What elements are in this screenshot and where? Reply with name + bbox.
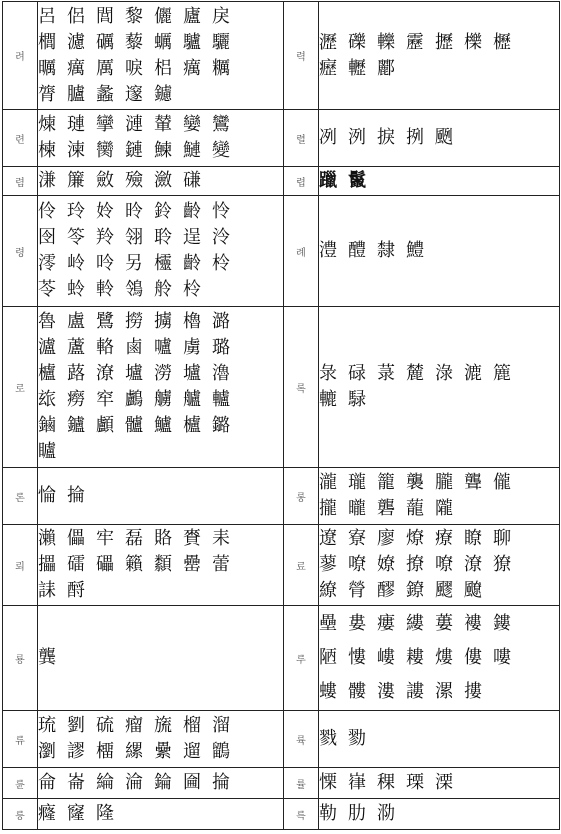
hanja-cell (319, 2, 560, 110)
hanja-line: 玈癆窂鸕艣艫轤 (38, 389, 241, 410)
hanja-cell (38, 468, 284, 525)
hanja-line: 膂臚蠡邃鑢 (38, 83, 183, 105)
hanja-line: 攂礌礧籟纇罍蕾 (38, 554, 241, 575)
hanja-cell (319, 167, 560, 196)
hanja-cell (319, 110, 560, 167)
hanja-line: 彔碌菉麓淥漉簏 (319, 363, 522, 384)
hanja-cell (38, 167, 284, 196)
reading-label: 릉 (3, 799, 38, 830)
reading-label: 롱 (284, 468, 319, 525)
hanja-cell (319, 525, 560, 606)
hanja-line: 澧醴隸鱧 (319, 240, 435, 261)
hanja-line: 琉劉硫瘤旒榴溜 (38, 715, 241, 736)
hanja-cell (38, 110, 284, 167)
hanja-line: 侖崙綸淪錀圇掄 (38, 772, 241, 793)
hanja-line: 慄嵂稞瑮溧 (319, 772, 464, 793)
hanja-line: 瀝礫轢靂攊櫟櫪 (319, 31, 522, 53)
reading-label: 뢰 (3, 525, 38, 606)
hanja-cell (38, 606, 284, 711)
hanja-line: 瀧瓏籠襲朧聾儱 (319, 472, 522, 493)
hanja-line: 囹笭羚翎聆逞泠 (38, 227, 241, 248)
hanja-reading-table (2, 1, 560, 830)
table-row (3, 468, 560, 525)
hanja-line: 攏曨礱蘢隴 (319, 498, 464, 519)
hanja-line: 龔 (38, 647, 67, 668)
reading-label: 록 (284, 307, 319, 468)
hanja-cell (38, 525, 284, 606)
hanja-cell (38, 768, 284, 799)
hanja-line: 癧轣酈 (319, 57, 406, 79)
table-row (3, 196, 560, 307)
hanja-line: 澪岭呤另欞齡柃 (38, 253, 241, 274)
table-row (3, 110, 560, 167)
hanja-line: 溓簾斂殮瀲磏 (38, 170, 212, 191)
hanja-cell (38, 307, 284, 468)
hanja-line: 轆騄 (319, 389, 377, 410)
hanja-line: 戮勠 (319, 728, 377, 749)
hanja-cell (319, 768, 560, 799)
hanja-line: 曞癘厲唳梠癘糲 (38, 57, 241, 79)
hanja-cell (319, 799, 560, 830)
hanja-line: 遼寮廖燎療瞭聊 (319, 528, 522, 549)
reading-label: 례 (284, 196, 319, 307)
hanja-line: 惀掄 (38, 485, 96, 506)
hanja-cell (319, 468, 560, 525)
reading-label: 룡 (3, 606, 38, 711)
table-row (3, 307, 560, 468)
reading-label: 련 (3, 110, 38, 167)
hanja-line: 勒肋泐 (319, 803, 406, 824)
hanja-line: 櫚濾礪藜蠣驢驪 (38, 31, 241, 53)
reading-label: 률 (284, 768, 319, 799)
hanja-line: 鏀鑪顱髗鱸櫨鏴 (38, 415, 241, 436)
table-row (3, 2, 560, 110)
hanja-line: 煉璉攣漣輦孌鸞 (38, 114, 241, 135)
reading-label: 류 (3, 711, 38, 768)
hanja-line: 繚膋醪鐐飂飉 (319, 580, 493, 601)
hanja-line: 癃窿隆 (38, 803, 125, 824)
hanja-cell (38, 196, 284, 307)
hanja-line: 伶玲姈昤鈴齡怜 (38, 201, 241, 222)
hanja-cell (319, 196, 560, 307)
reading-label: 령 (3, 196, 38, 307)
hanja-line: 矑 (38, 441, 67, 462)
hanja-line: 瀏謬橊縲纍遛鶹 (38, 741, 241, 762)
hanja-line: 誄酹 (38, 580, 96, 601)
reading-label: 료 (284, 525, 319, 606)
hanja-line: 楝湅臠鏈鰊鰱變 (38, 140, 241, 161)
reading-label: 륜 (3, 768, 38, 799)
table-row (3, 606, 560, 711)
reading-label: 륵 (284, 799, 319, 830)
table-row (3, 768, 560, 799)
reading-label: 론 (3, 468, 38, 525)
reading-label: 력 (284, 2, 319, 110)
hanja-cell (38, 2, 284, 110)
hanja-line: 呂侶閭黎儷廬戾 (38, 5, 241, 27)
hanja-line: 冽洌捩挒颲 (319, 127, 464, 148)
reading-label: 렬 (284, 110, 319, 167)
table-row (3, 799, 560, 830)
reading-label: 렵 (284, 167, 319, 196)
hanja-line: 瀨儡牢磊賂賚耒 (38, 528, 241, 549)
hanja-line: 壘婁瘻縷蔞褸鏤 (319, 613, 522, 634)
hanja-line: 櫨蕗潦壚澇壚瀂 (38, 363, 241, 384)
hanja-line: 苓蛉軨鴒舲柃 (38, 279, 212, 300)
table-row (3, 711, 560, 768)
reading-label: 로 (3, 307, 38, 468)
hanja-line: 陋慺嶁耬熡僂嘍 (319, 647, 522, 668)
hanja-cell (38, 799, 284, 830)
reading-label: 륙 (284, 711, 319, 768)
hanja-cell (319, 606, 560, 711)
table-row (3, 167, 560, 196)
hanja-line: 瀘蘆輅鹵嚧虜璐 (38, 337, 241, 358)
hanja-cell (319, 307, 560, 468)
reading-label: 려 (3, 2, 38, 110)
table-row (3, 525, 560, 606)
hanja-line: 螻髏漊謱漯摟 (319, 681, 493, 702)
hanja-line: 魯盧鷺撈擄櫓潞 (38, 311, 241, 332)
hanja-line: 蓼嘹嫽撩嘹潦獠 (319, 554, 522, 575)
hanja-line: 躐鬣 (319, 170, 377, 191)
reading-label: 렴 (3, 167, 38, 196)
hanja-cell (319, 711, 560, 768)
hanja-cell (38, 711, 284, 768)
reading-label: 루 (284, 606, 319, 711)
